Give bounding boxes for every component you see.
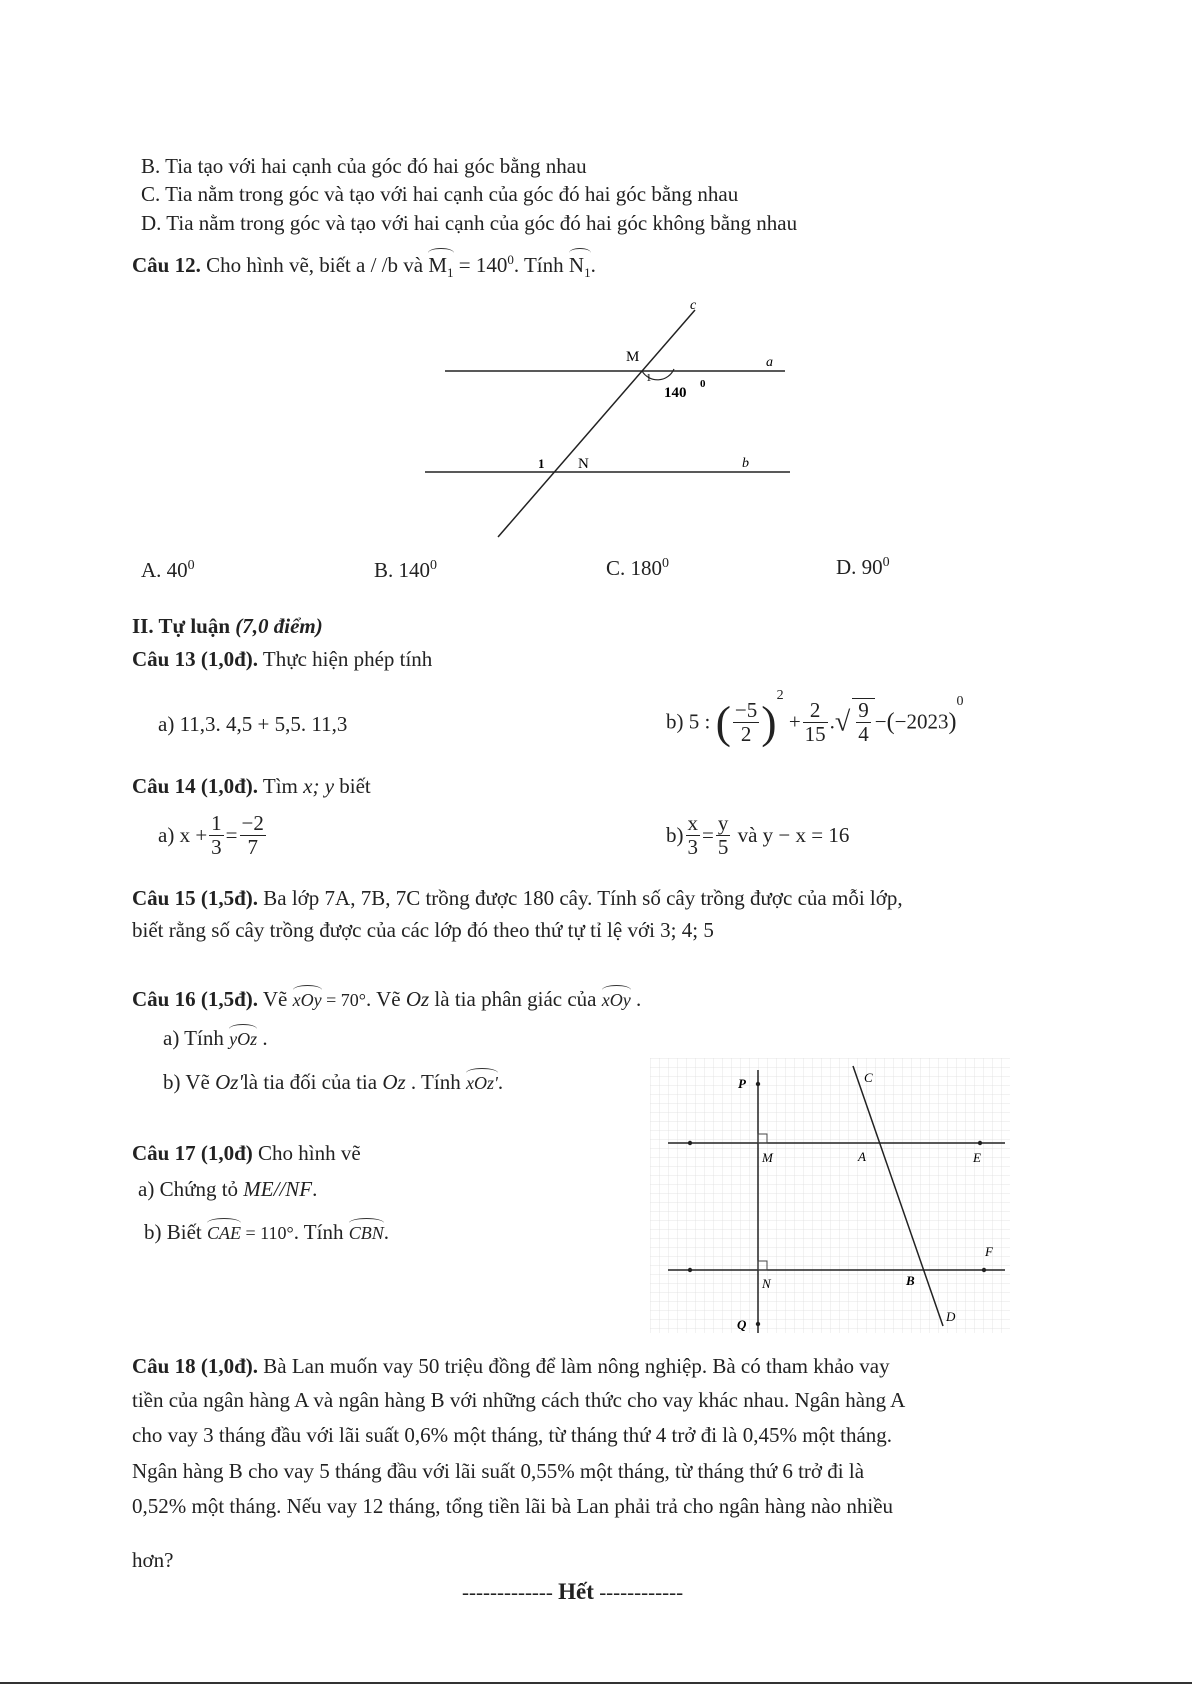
dot-left-me xyxy=(688,1141,692,1145)
question-14 xyxy=(132,774,371,799)
page-bottom-rule xyxy=(0,1682,1192,1684)
q13b-frac3 xyxy=(856,699,871,746)
question-16-label: Câu 16 (1,5đ). xyxy=(132,987,259,1011)
label-q: Q xyxy=(737,1317,747,1332)
end-dash-left: ------------- xyxy=(462,1580,553,1604)
angle-yoz: yOz xyxy=(229,1024,257,1051)
q13b-prefix: b) 5 : xyxy=(666,709,711,734)
question-12-deg: 0 xyxy=(507,252,514,267)
q14b-eq: = xyxy=(702,823,714,847)
question-18-label: Câu 18 (1,0đ). xyxy=(132,1354,259,1378)
question-14-a xyxy=(158,812,268,859)
question-12 xyxy=(132,248,596,281)
label-a: A xyxy=(858,1149,866,1164)
question-13-label: Câu 13 (1,0đ). xyxy=(132,647,259,671)
question-16 xyxy=(132,985,641,1012)
question-13-text: Thực hiện phép tính xyxy=(258,647,433,671)
answer-a-value: 40 xyxy=(166,558,188,582)
angle-n1-letter: N xyxy=(568,253,585,277)
label-140: 140 xyxy=(664,385,687,401)
dot-right-me xyxy=(978,1141,982,1145)
q16-t2: = 70° xyxy=(321,990,366,1010)
label-p: P xyxy=(738,1076,746,1091)
angle-xoy-2: xOy xyxy=(602,985,631,1012)
question-17-b xyxy=(144,1218,389,1245)
q14a-frac1 xyxy=(209,812,224,859)
angle-m1-sub: 1 xyxy=(447,265,454,281)
q14b-frac1-num: x xyxy=(687,811,698,835)
q13b-frac3-den: 4 xyxy=(858,722,869,747)
q14b-frac2 xyxy=(716,812,731,859)
q14a-frac2 xyxy=(240,812,266,859)
question-18-line2: tiền của ngân hàng A và ngân hàng B với những cách thức cho vay khác nhau. Ngân hàng A xyxy=(132,1388,906,1412)
q16a-text: a) Tính xyxy=(163,1026,230,1050)
dot-right-nf xyxy=(982,1268,986,1272)
line-c xyxy=(498,310,695,537)
label-a: a xyxy=(766,355,773,370)
angle-m1-letter: M xyxy=(428,253,448,277)
q14b-frac1 xyxy=(686,812,701,859)
option-d-q11: D. Tia nằm trong góc và tạo với hai cạnh của góc đó hai góc không bằng nhau xyxy=(141,211,798,235)
question-14-label: Câu 14 (1,0đ). xyxy=(132,774,259,798)
section-2-title xyxy=(132,614,323,639)
q17b-mid: . Tính xyxy=(293,1220,349,1244)
q13b-last: −2023 xyxy=(894,709,949,734)
q16b-end: . xyxy=(497,1070,504,1094)
label-d: D xyxy=(946,1309,956,1324)
label-n: N xyxy=(762,1276,771,1291)
section-2-points: (7,0 điểm) xyxy=(235,614,323,638)
q13b-frac1-den: 2 xyxy=(740,721,752,746)
q17b-text: b) Biết xyxy=(144,1220,207,1244)
question-17 xyxy=(132,1141,361,1166)
dot-p xyxy=(756,1082,760,1086)
answer-b-sup: 0 xyxy=(430,558,438,573)
question-12-label: Câu 12. xyxy=(132,253,201,277)
label-b: B xyxy=(906,1273,915,1288)
question-12-end: . xyxy=(590,253,596,277)
question-13-a: a) 11,3. 4,5 + 5,5. 11,3 xyxy=(158,712,348,736)
q14b-frac2-num: y xyxy=(717,811,729,835)
answer-c-letter: C. xyxy=(606,556,626,580)
q13b-lparen: ( xyxy=(715,696,731,748)
q16b-text2: là tia đối của tia xyxy=(242,1070,383,1094)
answer-c-q12 xyxy=(606,556,669,581)
question-14-text1: Tìm xyxy=(258,774,304,798)
question-18-line4: Ngân hàng B cho vay 5 tháng đầu với lãi suất 0,55% một tháng, từ tháng thứ 6 trở đi là xyxy=(132,1459,865,1483)
label-c: c xyxy=(690,298,697,313)
question-15-text1: Ba lớp 7A, 7B, 7C trồng được 180 cây. Tính số cây trồng được của mỗi lớp, xyxy=(258,886,903,910)
figure-grid-parallel xyxy=(650,1058,1010,1333)
q16-t3: . Vẽ xyxy=(365,987,406,1011)
q13b-frac2-num: 2 xyxy=(803,699,828,723)
question-16-b xyxy=(163,1068,503,1095)
question-12-ask: . Tính xyxy=(513,253,569,277)
q17a-end: . xyxy=(312,1177,318,1201)
question-13 xyxy=(132,647,432,672)
q14a-frac1-num: 1 xyxy=(211,811,222,835)
section-2-heading: II. Tự luận xyxy=(132,614,236,638)
q14b-frac2-den: 5 xyxy=(717,835,729,860)
q17a-math: ME//NF xyxy=(243,1177,313,1201)
label-f: F xyxy=(985,1244,993,1259)
q16-t5: . xyxy=(630,987,642,1011)
q13b-sqrt xyxy=(852,698,875,746)
q14a-frac2-den: 7 xyxy=(247,835,258,860)
end-dash-right: ------------ xyxy=(599,1580,684,1604)
q16-t1: Vẽ xyxy=(258,987,293,1011)
q13b-frac1 xyxy=(733,699,759,746)
angle-m1 xyxy=(428,248,453,281)
label-c: C xyxy=(864,1070,873,1085)
angle-n1-sub: 1 xyxy=(584,265,591,281)
question-15-label: Câu 15 (1,5đ). xyxy=(132,886,259,910)
answer-d-q12 xyxy=(836,555,890,580)
q13b-minus: − xyxy=(874,709,887,734)
q16a-end: . xyxy=(257,1026,268,1050)
question-14-text2: biết xyxy=(334,774,371,798)
answer-c-value: 180 xyxy=(630,556,663,580)
q13b-last-pow: 0 xyxy=(956,694,964,709)
q16b-oz: Oz xyxy=(382,1070,406,1094)
answer-b-q12 xyxy=(374,558,437,583)
answer-b-value: 140 xyxy=(398,558,431,582)
label-m: M xyxy=(626,349,640,365)
sqrt-sign: √ xyxy=(834,706,851,738)
question-14-b xyxy=(666,812,849,859)
q16b-oz-prime: Oz' xyxy=(215,1070,243,1094)
question-17-text: Cho hình vẽ xyxy=(252,1141,361,1165)
grid-background xyxy=(650,1058,1010,1333)
figure-parallel-lines xyxy=(420,295,800,545)
q14b-rest: và y − x = 16 xyxy=(737,823,850,847)
label-e: E xyxy=(973,1150,981,1165)
q13b-rparen2: ) xyxy=(948,708,957,735)
question-18-text1: Bà Lan muốn vay 50 triệu đồng để làm nông nghiệp. Bà có tham khảo vay xyxy=(258,1354,890,1378)
question-17-a xyxy=(138,1177,317,1202)
angle-xoy: xOy xyxy=(293,985,322,1012)
question-15-line1 xyxy=(132,886,903,911)
question-12-text: Cho hình vẽ, biết a / /b và xyxy=(200,253,429,277)
q14a-frac1-den: 3 xyxy=(211,835,222,860)
dot-q xyxy=(756,1322,760,1326)
label-m: M xyxy=(762,1150,773,1165)
q14a-eq: = xyxy=(225,823,238,847)
q16b-text3: . Tính xyxy=(405,1070,466,1094)
question-18-line1 xyxy=(132,1354,890,1379)
label-140-deg: 0 xyxy=(700,378,706,390)
q13b-frac3-num: 9 xyxy=(858,698,869,723)
question-15-line2: biết rằng số cây trồng được của các lớp đó theo thứ tự tỉ lệ với 3; 4; 5 xyxy=(132,918,714,942)
question-18-line5: 0,52% một tháng. Nếu vay 12 tháng, tổng tiền lãi bà Lan phải trả cho ngân hàng nào nhiều xyxy=(132,1494,894,1518)
question-18-line3: cho vay 3 tháng đầu với lãi suất 0,6% một tháng, từ tháng thứ 4 trở đi là 0,45% một tháng. xyxy=(132,1423,893,1447)
q17a-text: a) Chứng tỏ xyxy=(138,1177,244,1201)
end-marker xyxy=(462,1578,683,1606)
label-n-one: 1 xyxy=(538,456,545,471)
label-b: b xyxy=(742,456,749,471)
angle-cae: CAE xyxy=(207,1218,241,1245)
answer-d-value: 90 xyxy=(861,555,883,579)
question-13-b xyxy=(666,688,963,750)
question-14-vars: x; y xyxy=(303,774,335,798)
option-b-q11: B. Tia tạo với hai cạnh của góc đó hai góc bằng nhau xyxy=(141,154,587,178)
q14a-prefix: a) x + xyxy=(158,823,208,847)
angle-n1 xyxy=(569,248,591,281)
label-n: N xyxy=(578,456,589,472)
label-m-one: 1 xyxy=(646,372,652,384)
question-17-label: Câu 17 (1,0đ) xyxy=(132,1141,253,1165)
answer-b-letter: B. xyxy=(374,558,394,582)
end-word: Hết xyxy=(558,1579,594,1604)
q13b-frac2-den: 15 xyxy=(804,721,826,746)
question-12-eq: = 140 xyxy=(453,253,508,277)
q16-t4: là tia phân giác của xyxy=(429,987,602,1011)
q17b-eq: = 110° xyxy=(241,1223,294,1243)
q13b-dot: . xyxy=(829,709,835,734)
angle-cbn: CBN xyxy=(349,1218,384,1245)
answer-c-sup: 0 xyxy=(662,556,670,571)
q13b-lparen2: ( xyxy=(886,708,895,735)
q14b-prefix: b) xyxy=(666,823,684,847)
dot-left-nf xyxy=(688,1268,692,1272)
q13b-rparen: ) xyxy=(761,696,777,748)
answer-a-sup: 0 xyxy=(187,558,195,573)
q13b-frac2 xyxy=(803,699,828,746)
q16-oz: Oz xyxy=(405,987,430,1011)
answer-a-q12 xyxy=(141,558,195,583)
option-c-q11: C. Tia nằm trong góc và tạo với hai cạnh của góc đó hai góc bằng nhau xyxy=(141,182,739,206)
answer-a-letter: A. xyxy=(141,558,162,582)
q17b-end: . xyxy=(383,1220,389,1244)
q13b-pow: 2 xyxy=(776,688,784,703)
q13b-frac1-num: −5 xyxy=(734,697,758,722)
q13b-plus: + xyxy=(788,709,801,734)
angle-xoz-prime: xOz' xyxy=(466,1068,498,1095)
question-16-a xyxy=(163,1024,268,1051)
answer-d-letter: D. xyxy=(836,555,857,579)
q14b-frac1-den: 3 xyxy=(687,835,698,860)
answer-d-sup: 0 xyxy=(882,555,890,570)
q14a-frac2-num: −2 xyxy=(241,811,264,835)
q16b-text1: b) Vẽ xyxy=(163,1070,216,1094)
question-18-line6: hơn? xyxy=(132,1548,174,1572)
